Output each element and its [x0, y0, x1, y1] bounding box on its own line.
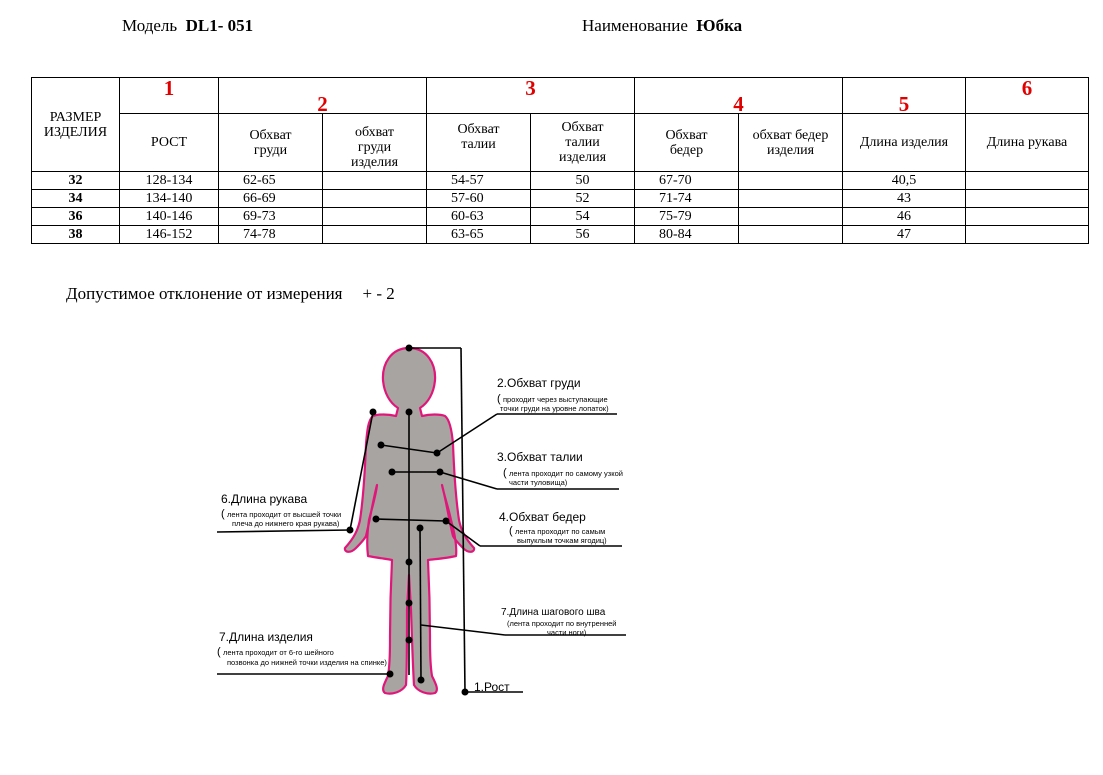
label-chest-lead: ( [497, 393, 501, 405]
label-height [474, 680, 510, 694]
height-cell: 146-152 [120, 226, 219, 244]
label-sleeve [221, 492, 341, 528]
label-waist-title: 3.Обхват талии [497, 450, 583, 464]
chest-cell: 69-73 [219, 208, 323, 226]
waist-cell: 57-60 [427, 190, 531, 208]
label-sleeve-title: 6.Длина рукава [221, 492, 308, 506]
label-waist [497, 450, 623, 487]
height-cell: 134-140 [120, 190, 219, 208]
name-value: Юбка [696, 16, 743, 35]
chest-cell: 62-65 [219, 172, 323, 190]
label-waist-lead: ( [503, 467, 507, 479]
label-waist-note2: части туловища) [509, 478, 568, 487]
waist-cell: 54-57 [427, 172, 531, 190]
col-header-chest-product: обхват груди изделия [323, 114, 427, 172]
label-chest-title: 2.Обхват груди [497, 376, 581, 390]
label-waist-note1: лента проходит по самому узкой [509, 469, 623, 478]
waist-product-cell: 56 [531, 226, 635, 244]
label-length-title: 7.Длина изделия [219, 630, 313, 644]
label-chest [497, 376, 609, 413]
model-value: DL1- 051 [185, 16, 254, 35]
height-cell: 140-146 [120, 208, 219, 226]
label-length-note2: позвонка до нижней точки изделия на спинке) [227, 658, 387, 667]
label-length [217, 630, 387, 667]
hips-cell: 71-74 [635, 190, 739, 208]
col-header-chest: Обхват груди [219, 114, 323, 172]
group-number-3: 3 [427, 78, 635, 114]
col-header-length: Длина изделия [843, 114, 966, 172]
waist-product-cell: 50 [531, 172, 635, 190]
label-height-title: 1.Рост [474, 680, 510, 694]
length-cell: 46 [843, 208, 966, 226]
height-cell: 128-134 [120, 172, 219, 190]
length-cell: 43 [843, 190, 966, 208]
waist-product-cell: 52 [531, 190, 635, 208]
label-hips [499, 510, 607, 545]
group-number-5: 5 [843, 78, 966, 114]
hips-cell: 80-84 [635, 226, 739, 244]
size-header: РАЗМЕР ИЗДЕЛИЯ [43, 109, 108, 140]
group-number-2: 2 [219, 78, 427, 114]
col-header-waist: Обхват талии [427, 114, 531, 172]
label-hips-lead: ( [509, 525, 513, 537]
label-chest-note1: проходит через выступающие [503, 395, 608, 404]
col-header-hips-product: обхват бедер изделия [739, 114, 843, 172]
group-number-6: 6 [966, 78, 1089, 114]
group-number-1: 1 [120, 78, 219, 114]
col-header-height: РОСТ [120, 114, 219, 172]
name-label: Наименование [582, 16, 688, 35]
label-hips-note1: лента проходит по самым [515, 527, 606, 536]
label-inseam-note1: (лента проходит по внутренней [507, 619, 617, 628]
waist-product-cell: 54 [531, 208, 635, 226]
col-header-waist-product: Обхват талии изделия [531, 114, 635, 172]
col-header-hips: Обхват бедер [635, 114, 739, 172]
label-inseam-note2: части ноги) [547, 628, 587, 637]
model-label: Модель [122, 16, 178, 35]
label-chest-note2: точки груди на уровне лопаток) [500, 404, 609, 413]
group-number-4: 4 [635, 78, 843, 114]
label-hips-title: 4.Обхват бедер [499, 510, 586, 524]
length-cell: 40,5 [843, 172, 966, 190]
label-sleeve-note2: плеча до нижнего края рукава) [232, 519, 340, 528]
chest-cell: 66-69 [219, 190, 323, 208]
label-sleeve-lead: ( [221, 508, 225, 520]
tolerance-value: + - 2 [362, 284, 395, 303]
label-length-note1: лента проходит от 6-го шейного [223, 648, 334, 657]
label-inseam [501, 607, 616, 637]
size-cell: 34 [32, 190, 120, 208]
label-inseam-title: 7.Длина шагового шва [501, 607, 606, 618]
tolerance-label: Допустимое отклонение от измерения [66, 284, 343, 303]
waist-cell: 63-65 [427, 226, 531, 244]
waist-cell: 60-63 [427, 208, 531, 226]
col-header-sleeve: Длина рукава [966, 114, 1089, 172]
size-cell: 32 [32, 172, 120, 190]
size-cell: 38 [32, 226, 120, 244]
hips-cell: 67-70 [635, 172, 739, 190]
hips-cell: 75-79 [635, 208, 739, 226]
label-hips-note2: выпуклым точкам ягодиц) [517, 536, 607, 545]
size-cell: 36 [32, 208, 120, 226]
label-length-lead: ( [217, 646, 221, 658]
chest-cell: 74-78 [219, 226, 323, 244]
label-sleeve-note1: лента проходит от высшей точки [227, 510, 342, 519]
length-cell: 47 [843, 226, 966, 244]
